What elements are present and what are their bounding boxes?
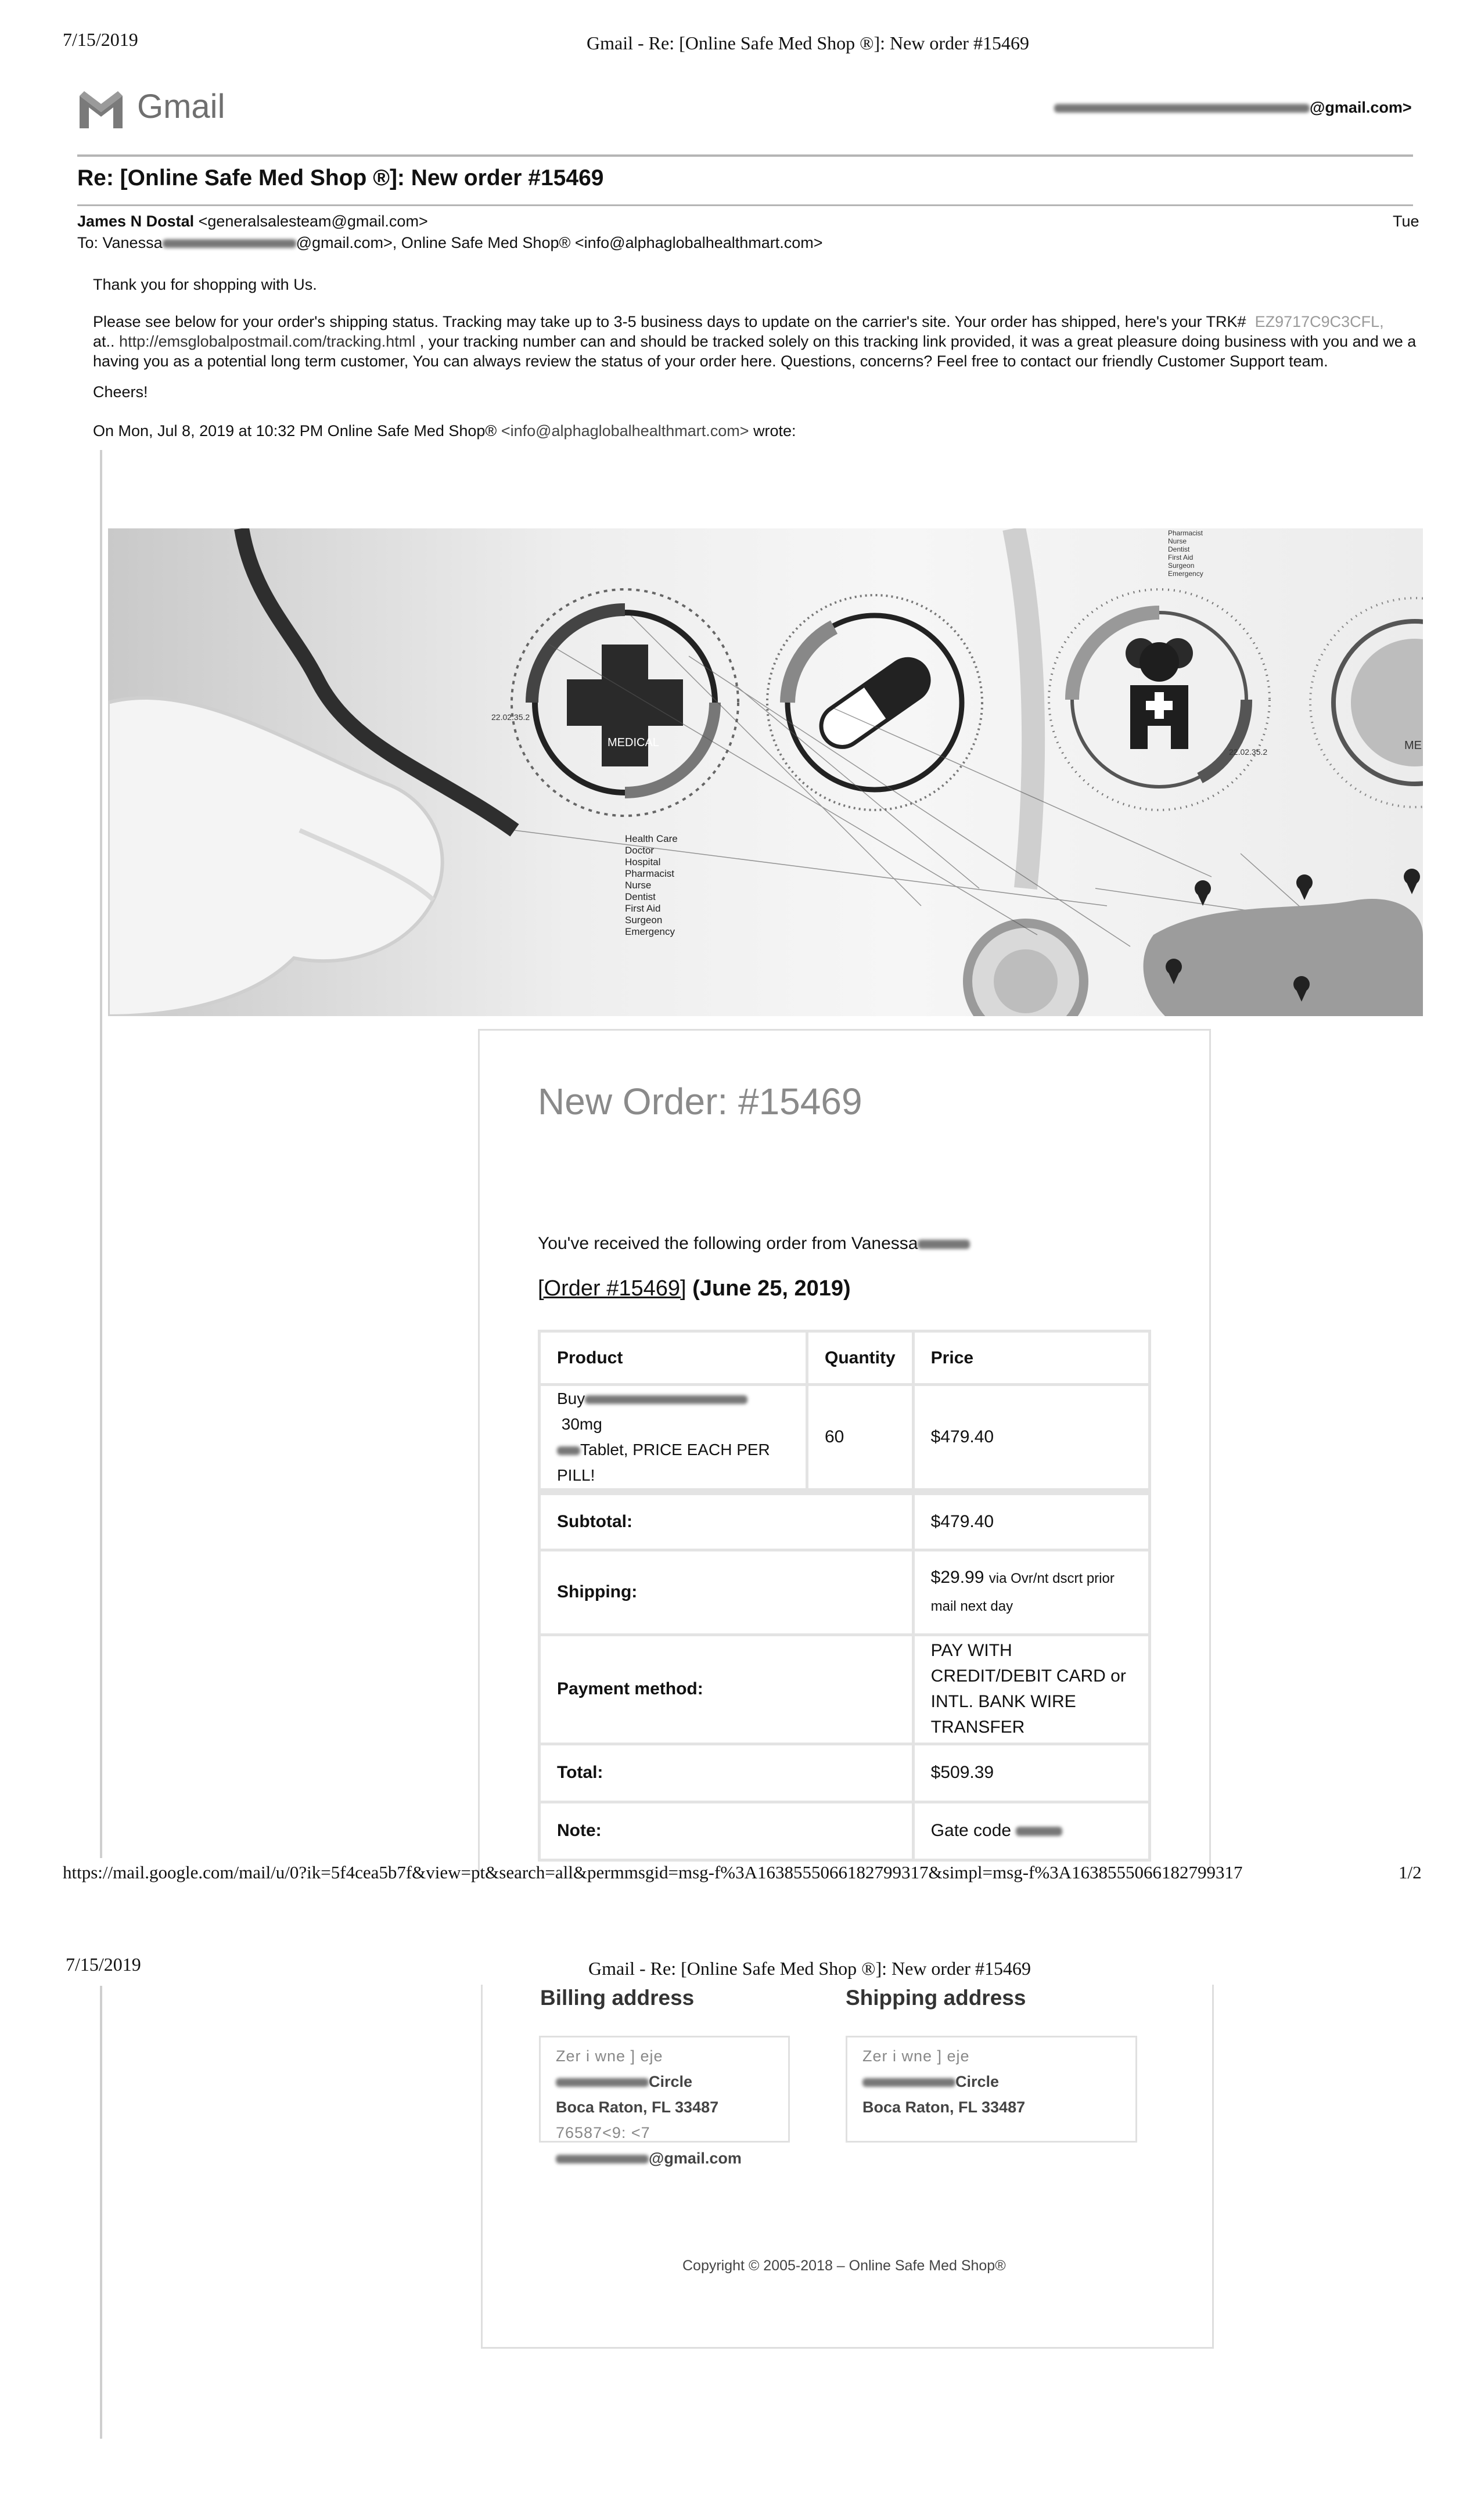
- billing-email-suffix[interactable]: @gmail.com: [649, 2150, 742, 2167]
- redacted-gate-code: [1016, 1827, 1062, 1837]
- billing-address-box: [539, 2036, 790, 2167]
- tracking-number: EZ9717C9C3CFL,: [1254, 313, 1384, 330]
- subject-divider: [77, 204, 1413, 206]
- shipping-method: via Ovr/nt dscrt prior mail next day: [930, 1571, 1115, 1614]
- item-line-2: Tablet, PRICE EACH PER PILL!: [557, 1441, 770, 1484]
- order-intro-text: You've received the following order from Vanessa: [538, 1234, 918, 1253]
- print-date: 7/15/2019: [63, 29, 138, 50]
- payment-row: [540, 1635, 1150, 1744]
- sender-line: [77, 213, 428, 231]
- banner-list-left: [625, 833, 678, 937]
- print-title: Gmail - Re: [Online Safe Med Shop ®]: New order #15469: [587, 33, 1029, 53]
- billing-city: [556, 2094, 788, 2120]
- payment-label: Payment method:: [540, 1635, 914, 1744]
- account-email-suffix: @gmail.com>: [1310, 99, 1412, 116]
- banner-list-left-4: Nurse: [625, 880, 652, 891]
- banner-list-top-0: Pharmacist: [1168, 529, 1203, 537]
- medical-banner-image: [108, 528, 1423, 1016]
- billing-heading: Billing address: [540, 1986, 695, 2010]
- note-label: Note:: [540, 1802, 914, 1860]
- redacted-customer: [918, 1240, 970, 1250]
- order-date: (June 25, 2019): [692, 1276, 851, 1301]
- order-link[interactable]: [Order #15469]: [538, 1276, 686, 1301]
- shipping-city-text: Boca Raton, FL 33487: [862, 2098, 1026, 2116]
- column-quantity: Quantity: [807, 1331, 914, 1385]
- banner-right-code: 22.02.35.2: [1229, 747, 1268, 757]
- billing-street: [556, 2069, 788, 2094]
- banner-list-top-3: First Aid: [1168, 553, 1194, 561]
- note-row: [540, 1802, 1150, 1860]
- banner-list-left-8: Emergency: [625, 926, 675, 937]
- email-subject: Re: [Online Safe Med Shop ®]: New order #15469: [77, 165, 604, 190]
- item-quantity: 60: [807, 1385, 914, 1492]
- shipping-cell: [913, 1550, 1149, 1635]
- redacted-billing-email: [556, 2155, 649, 2163]
- shipping-address-box: [846, 2036, 1137, 2143]
- billing-city-text: Boca Raton, FL 33487: [556, 2098, 719, 2116]
- banner-list-top-4: Surgeon: [1168, 561, 1195, 570]
- quote-header-prefix: On Mon, Jul 8, 2019 at 10:32 PM Online Safe Med Shop®: [93, 422, 497, 440]
- order-item-row: [540, 1385, 1150, 1492]
- shipping-street-suffix: Circle: [955, 2073, 1000, 2090]
- billing-email: [556, 2145, 788, 2171]
- recipient-prefix: To: Vanessa: [77, 234, 163, 251]
- print-title-2: Gmail - Re: [Online Safe Med Shop ®]: New order #15469: [588, 1958, 1031, 1979]
- note-cell: [913, 1802, 1149, 1860]
- shipping-row: [540, 1550, 1150, 1635]
- body-line-2-prefix: at..: [93, 333, 115, 350]
- shipping-name: Zer i wne ] eje: [862, 2047, 970, 2065]
- banner-illustration: [108, 528, 1423, 1016]
- shipping-heading: Shipping address: [846, 1986, 1026, 2010]
- item-product: [540, 1385, 807, 1492]
- banner-list-top: [1168, 529, 1203, 578]
- banner-medical-label: MEDICAL: [608, 736, 659, 749]
- header-divider: [77, 154, 1413, 157]
- shipping-street: [862, 2069, 1135, 2094]
- banner-left-code: 22.02.35.2: [491, 712, 530, 722]
- redacted-billing-street: [556, 2078, 649, 2087]
- redacted-account: [1054, 104, 1310, 113]
- copyright-footer: Copyright © 2005-2018 – Online Safe Med Shop®: [682, 2258, 1006, 2274]
- billing-name: Zer i wne ] eje: [556, 2047, 663, 2065]
- sender-name[interactable]: James N Dostal: [77, 213, 195, 230]
- body-thanks: Thank you for shopping with Us.: [93, 276, 317, 293]
- total-label: Total:: [540, 1744, 914, 1802]
- tracking-link[interactable]: http://emsglobalpostmail.com/tracking.html: [119, 333, 416, 350]
- billing-street-suffix: Circle: [649, 2073, 693, 2090]
- order-table-header: [540, 1331, 1150, 1385]
- column-price: Price: [913, 1331, 1149, 1385]
- item-line-1-suffix: 30mg: [561, 1415, 602, 1433]
- quote-bar-2: [100, 1986, 102, 2439]
- redacted-product: [585, 1395, 747, 1404]
- body-line-1: Please see below for your order's shipping status. Tracking may take up to 3-5 business days to update on the carrier's site. Your order has shipped, here's your TRK#: [93, 313, 1246, 330]
- total-row: [540, 1744, 1150, 1802]
- banner-list-top-5: Emergency: [1168, 570, 1203, 578]
- redacted-recipient: [163, 239, 296, 248]
- body-paragraph: [93, 312, 1423, 371]
- quote-bar: [100, 450, 102, 1858]
- order-table: [538, 1330, 1151, 1862]
- sender-email[interactable]: <generalsalesteam@gmail.com>: [198, 213, 428, 230]
- banner-list-left-0: Health Care: [625, 833, 678, 844]
- order-intro: [538, 1234, 970, 1254]
- gmail-logo-icon: [77, 90, 125, 128]
- subtotal-label: Subtotal:: [540, 1492, 914, 1550]
- body-line-2-suffix: , your tracking number can and should be tracked solely on this tracking link provided, it was a great pleasure doing business with you and we a: [419, 333, 1417, 350]
- quote-header-suffix: wrote:: [753, 422, 796, 440]
- quote-header-email[interactable]: <info@alphaglobalhealthmart.com>: [501, 422, 749, 440]
- banner-list-left-3: Pharmacist: [625, 868, 675, 879]
- banner-list-left-5: Dentist: [625, 891, 656, 902]
- order-title: [538, 1276, 851, 1301]
- shipping-label: Shipping:: [540, 1550, 914, 1635]
- body-cheers: Cheers!: [93, 383, 148, 401]
- shipping-value: $29.99: [930, 1568, 984, 1587]
- banner-list-left-6: First Aid: [625, 903, 661, 914]
- redacted-product-2: [557, 1446, 580, 1455]
- gmail-brand-text: Gmail: [137, 88, 225, 125]
- recipient-rest[interactable]: @gmail.com>, Online Safe Med Shop® <info@alphaglobalhealthmart.com>: [296, 234, 823, 251]
- account-email: [1054, 99, 1412, 117]
- payment-value: PAY WITH CREDIT/DEBIT CARD or INTL. BANK WIRE TRANSFER: [913, 1635, 1149, 1744]
- item-price: $479.40: [913, 1385, 1149, 1492]
- body-line-3: having you as a potential long term customer, You can always review the status of your order here. Questions, concerns? Feel free to contact our friendly Customer Support team.: [93, 352, 1328, 370]
- print-footer-url: https://mail.google.com/mail/u/0?ik=5f4cea5b7f&view=pt&search=all&permmsgid=msg-f%3A1638555066182799317&simpl=msg-f%3A1638555066182799317: [63, 1862, 1243, 1882]
- column-product: Product: [540, 1331, 807, 1385]
- billing-phone: 76587<9: <7: [556, 2124, 650, 2141]
- banner-globe-label: ME: [1404, 739, 1422, 752]
- banner-list-top-2: Dentist: [1168, 545, 1190, 553]
- subtotal-row: [540, 1492, 1150, 1550]
- print-date-2: 7/15/2019: [66, 1954, 141, 1975]
- item-line-1-prefix: Buy: [557, 1389, 585, 1407]
- recipient-line: [77, 234, 823, 252]
- banner-list-left-7: Surgeon: [625, 915, 663, 926]
- banner-list-top-1: Nurse: [1168, 537, 1187, 545]
- note-value: Gate code: [930, 1821, 1012, 1840]
- banner-list-left-2: Hospital: [625, 856, 661, 867]
- total-value: $509.39: [913, 1744, 1149, 1802]
- subtotal-value: $479.40: [913, 1492, 1149, 1550]
- redacted-shipping-street: [862, 2078, 955, 2087]
- email-date: Tue: [1393, 213, 1419, 230]
- print-page-number: 1/2: [1399, 1862, 1422, 1882]
- quote-header: [93, 422, 796, 440]
- order-heading: New Order: #15469: [538, 1081, 862, 1122]
- banner-list-left-1: Doctor: [625, 845, 655, 856]
- shipping-city: [862, 2094, 1135, 2120]
